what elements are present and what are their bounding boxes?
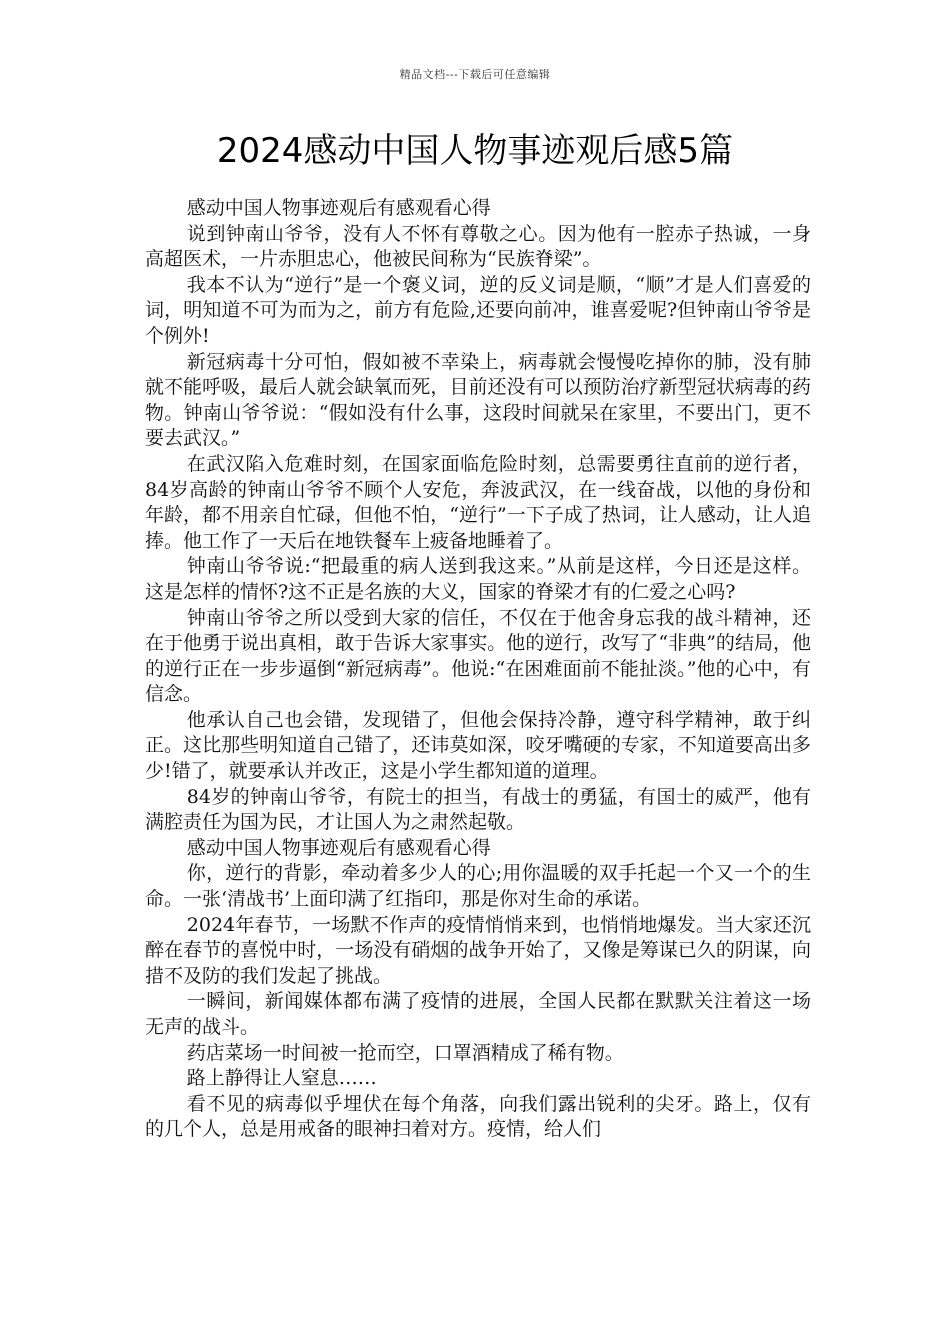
paragraph: 路上静得让人窒息…… (186, 1067, 377, 1090)
paragraph: 84岁的钟南山爷爷，有院士的担当，有战士的勇猛，有国士的威严，他有满腔责任为国为民，才让国人为之肃然起敬。 (145, 785, 811, 834)
header-note: 精品文档---下载后可任意编辑 (399, 68, 551, 81)
document-title: 2024感动中国人物事迹观后感5篇 (216, 131, 734, 171)
paragraph: 我本不认为“逆行”是一个褒义词，逆的反义词是顺，“顺”才是人们喜爱的词，明知道不可为而为之，前方有危险,还要向前冲，谁喜爱呢?但钟南山爷爷是个例外! (145, 273, 811, 347)
paragraph: 感动中国人物事迹观后有感观看心得 (186, 197, 491, 219)
paragraph: 一瞬间，新闻媒体都布满了疫情的进展，全国人民都在默默关注着这一场无声的战斗。 (145, 990, 811, 1038)
paragraph: 看不见的病毒似乎埋伏在每个角落，向我们露出锐利的尖牙。路上，仅有的几个人，总是用戒备的眼神扫着对方。疫情，给人们 (145, 1092, 811, 1141)
paragraph: 他承认自己也会错，发现错了，但他会保持冷静，遵守科学精神，敢于纠正。这比那些明知道自己错了，还讳莫如深，咬牙嘴硬的专家，不知道要高出多少!错了，就要承认并改正，这是小学生都知道的道理。 (145, 708, 811, 783)
document-body (145, 196, 811, 1143)
paragraph: 钟南山爷爷说:“把最重的病人送到我这来。”从前是这样，今日还是这样。这是怎样的情怀?这不正是名族的大义，国家的脊梁才有的仁爱之心吗? (145, 555, 811, 603)
paragraph: 在武汉陷入危难时刻，在国家面临危险时刻，总需要勇往直前的逆行者，84岁高龄的钟南山爷爷不顾个人安危，奔波武汉，在一线奋战，以他的身份和年龄，都不用亲自忙碌，但他不怕，“逆行”一下子成了热词，让人感动，让人追捧。他工作了一天后在地铁餐车上疲备地睡着了。 (145, 452, 811, 552)
paragraph: 你，逆行的背影，牵动着多少人的心;用你温暖的双手托起一个又一个的生命。一张‘清战书’上面印满了红指印，那是你对生命的承诺。 (145, 862, 811, 911)
paragraph: 钟南山爷爷之所以受到大家的信任，不仅在于他舍身忘我的战斗精神，还在于他勇于说出真相，敢于告诉大家事实。他的逆行，改写了“非典”的结局，他的逆行正在一步步逼倒“新冠病毒”。他说:“在困难面前不能扯淡。”他的心中，有信念。 (145, 606, 811, 706)
paragraph: 新冠病毒十分可怕，假如被不幸染上，病毒就会慢慢吃掉你的肺，没有肺就不能呼吸，最后人就会缺氧而死，目前还没有可以预防治疗新型冠状病毒的药物。钟南山爷爷说：“假如没有什么事，这段时间就呆在家里，不要出门，更不要去武汉。” (145, 350, 811, 450)
paragraph: 说到钟南山爷爷，没有人不怀有尊敬之心。因为他有一腔赤子热诚，一身高超医术，一片赤胆忠心，他被民间称为“民族脊梁”。 (145, 222, 811, 271)
paragraph: 药店菜场一时间被一抢而空，口罩酒精成了稀有物。 (186, 1041, 624, 1064)
paragraph: 2024年春节，一场默不作声的疫情悄悄来到，也悄悄地爆发。当大家还沉醉在春节的喜悦中时，一场没有硝烟的战争开始了，又像是筹谋已久的阴谋，向措不及防的我们发起了挑战。 (145, 913, 811, 987)
paragraph: 感动中国人物事迹观后有感观看心得 (186, 836, 491, 859)
